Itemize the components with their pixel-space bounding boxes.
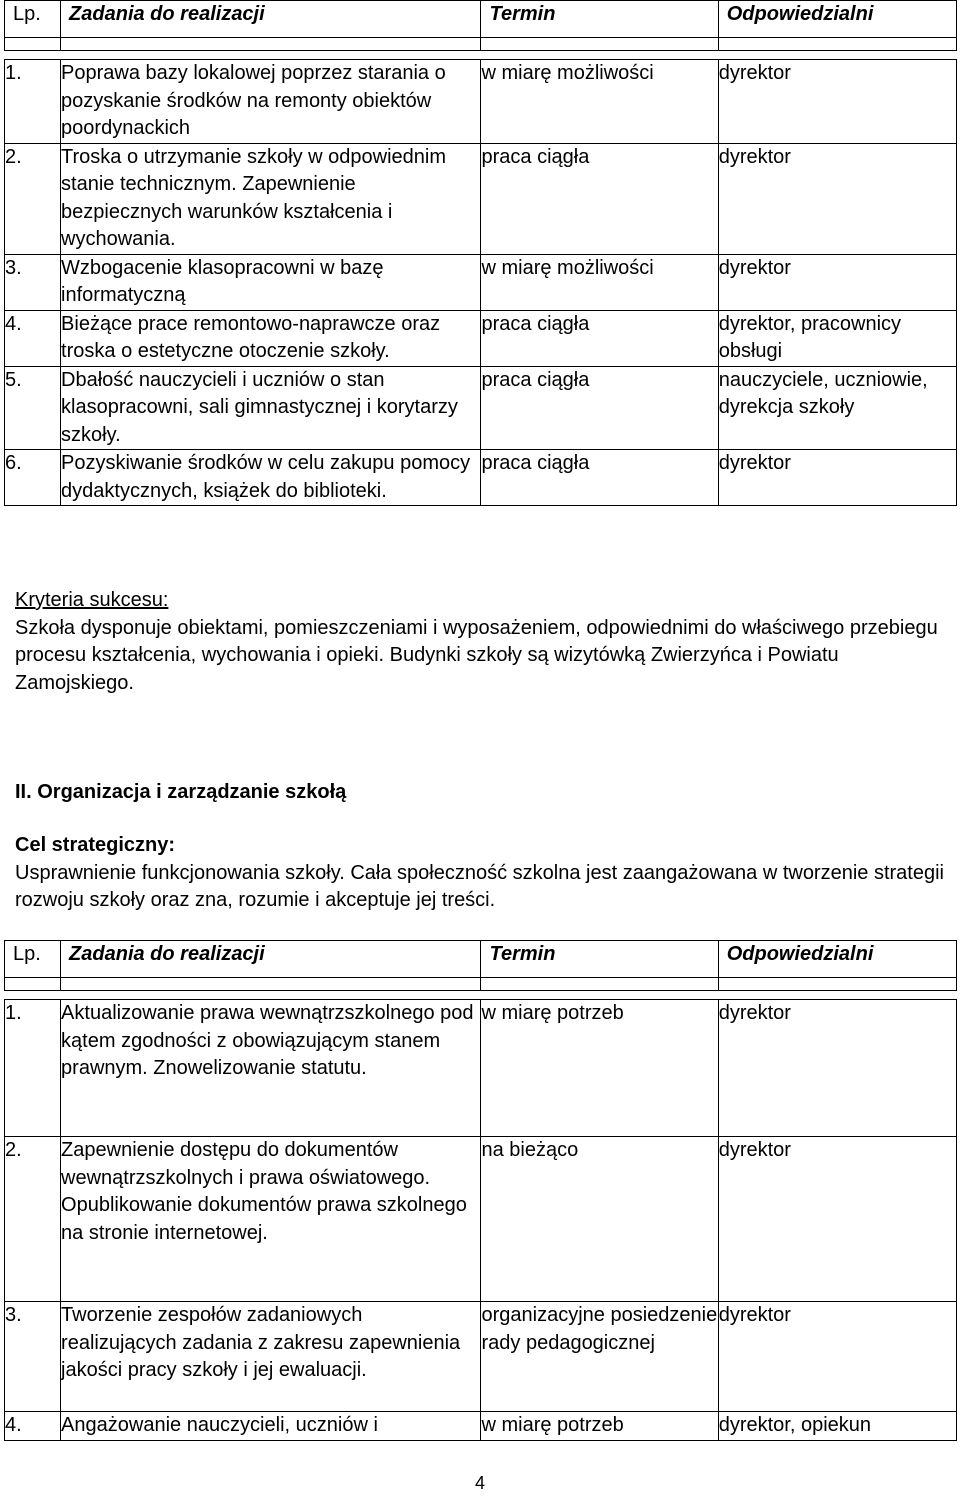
table-row [5, 1412, 957, 1441]
row-responsible: dyrektor [718, 1302, 956, 1412]
row-task: Poprawa bazy lokalowej poprzez starania o pozyskanie środków na remonty obiektów poordynackich [61, 60, 481, 144]
row-term: w miarę potrzeb [481, 1412, 718, 1441]
table-row [5, 60, 957, 144]
row-responsible: dyrektor [718, 254, 956, 310]
section-title: Organizacja i zarządzanie szkołą [37, 781, 347, 803]
table-spacer-row [5, 38, 957, 51]
header-lp: Lp. [5, 1, 61, 38]
row-responsible: dyrektor [718, 143, 956, 254]
criteria-text: Szkoła dysponuje obiektami, pomieszczeniami i wyposażeniem, odpowiednimi do właściwego przebiegu procesu kształcenia, wychowania i opieki. Budynki szkoły są wizytówką Zwierzyńca i Powiatu Zamojskiego. [15, 616, 938, 694]
row-term: praca ciągła [481, 143, 718, 254]
row-task: Angażowanie nauczycieli, uczniów i [61, 1412, 481, 1441]
table-row [5, 254, 957, 310]
row-task: Zapewnienie dostępu do dokumentów wewnątrzszkolnych i prawa oświatowego. Opublikowanie dokumentów prawa szkolnego na stronie internetowej. [61, 1137, 481, 1302]
row-responsible: dyrektor [718, 1137, 956, 1302]
header-term: Termin [481, 941, 718, 978]
table-header-row [5, 1, 957, 38]
section-number: II. [15, 781, 32, 803]
header-responsible: Odpowiedzialni [718, 1, 956, 38]
row-responsible: dyrektor [718, 1000, 956, 1137]
success-criteria [15, 587, 945, 697]
row-term: praca ciągła [481, 450, 718, 506]
row-number: 4. [5, 310, 61, 366]
header-lp: Lp. [5, 941, 61, 978]
table-row [5, 1137, 957, 1302]
table-row [5, 450, 957, 506]
tasks-table-2-body [4, 999, 957, 1441]
strategic-goal [15, 832, 945, 915]
row-task: Dbałość nauczycieli i uczniów o stan klasopracowni, sali gimnastycznej i korytarzy szkoły. [61, 366, 481, 450]
section-heading [15, 779, 945, 807]
row-number: 3. [5, 1302, 61, 1412]
table-row [5, 143, 957, 254]
table-row [5, 310, 957, 366]
row-term: na bieżąco [481, 1137, 718, 1302]
header-responsible: Odpowiedzialni [718, 941, 956, 978]
header-tasks: Zadania do realizacji [61, 941, 481, 978]
table-row [5, 1302, 957, 1412]
row-term: praca ciągła [481, 366, 718, 450]
criteria-label: Kryteria sukcesu: [15, 589, 169, 611]
row-term: w miarę potrzeb [481, 1000, 718, 1137]
row-term: organizacyjne posiedzenie rady pedagogicznej [481, 1302, 718, 1412]
row-task: Wzbogacenie klasopracowni w bazę informatyczną [61, 254, 481, 310]
header-term: Termin [481, 1, 718, 38]
row-responsible: dyrektor [718, 450, 956, 506]
table-row [5, 366, 957, 450]
tasks-table-2 [4, 940, 957, 991]
row-responsible: dyrektor [718, 60, 956, 144]
row-task: Bieżące prace remontowo-naprawcze oraz troska o estetyczne otoczenie szkoły. [61, 310, 481, 366]
tasks-table-1-body [4, 59, 957, 506]
row-number: 1. [5, 60, 61, 144]
row-number: 1. [5, 1000, 61, 1137]
table-row [5, 1000, 957, 1137]
row-number: 6. [5, 450, 61, 506]
row-task: Aktualizowanie prawa wewnątrzszkolnego pod kątem zgodności z obowiązującym stanem prawnym. Znowelizowanie statutu. [61, 1000, 481, 1137]
row-responsible: dyrektor, opiekun [718, 1412, 956, 1441]
goal-text: Usprawnienie funkcjonowania szkoły. Cała społeczność szkolna jest zaangażowana w tworzenie strategii rozwoju szkoły oraz zna, rozumie i akceptuje jej treści. [15, 861, 944, 911]
header-tasks: Zadania do realizacji [61, 1, 481, 38]
row-term: w miarę możliwości [481, 60, 718, 144]
row-term: w miarę możliwości [481, 254, 718, 310]
tasks-table-1 [4, 0, 957, 51]
page-number: 4 [474, 1473, 485, 1493]
row-term: praca ciągła [481, 310, 718, 366]
row-number: 3. [5, 254, 61, 310]
row-number: 4. [5, 1412, 61, 1441]
goal-label: Cel strategiczny: [15, 834, 176, 856]
table-header-row [5, 941, 957, 978]
row-responsible: nauczyciele, uczniowie, dyrekcja szkoły [718, 366, 956, 450]
table-spacer-row [5, 978, 957, 991]
row-number: 2. [5, 1137, 61, 1302]
row-task: Pozyskiwanie środków w celu zakupu pomocy dydaktycznych, książek do biblioteki. [61, 450, 481, 506]
row-task: Troska o utrzymanie szkoły w odpowiednim stanie technicznym. Zapewnienie bezpiecznych warunków kształcenia i wychowania. [61, 143, 481, 254]
row-task: Tworzenie zespołów zadaniowych realizujących zadania z zakresu zapewnienia jakości pracy szkoły i jej ewaluacji. [61, 1302, 481, 1412]
row-number: 5. [5, 366, 61, 450]
row-responsible: dyrektor, pracownicy obsługi [718, 310, 956, 366]
row-number: 2. [5, 143, 61, 254]
